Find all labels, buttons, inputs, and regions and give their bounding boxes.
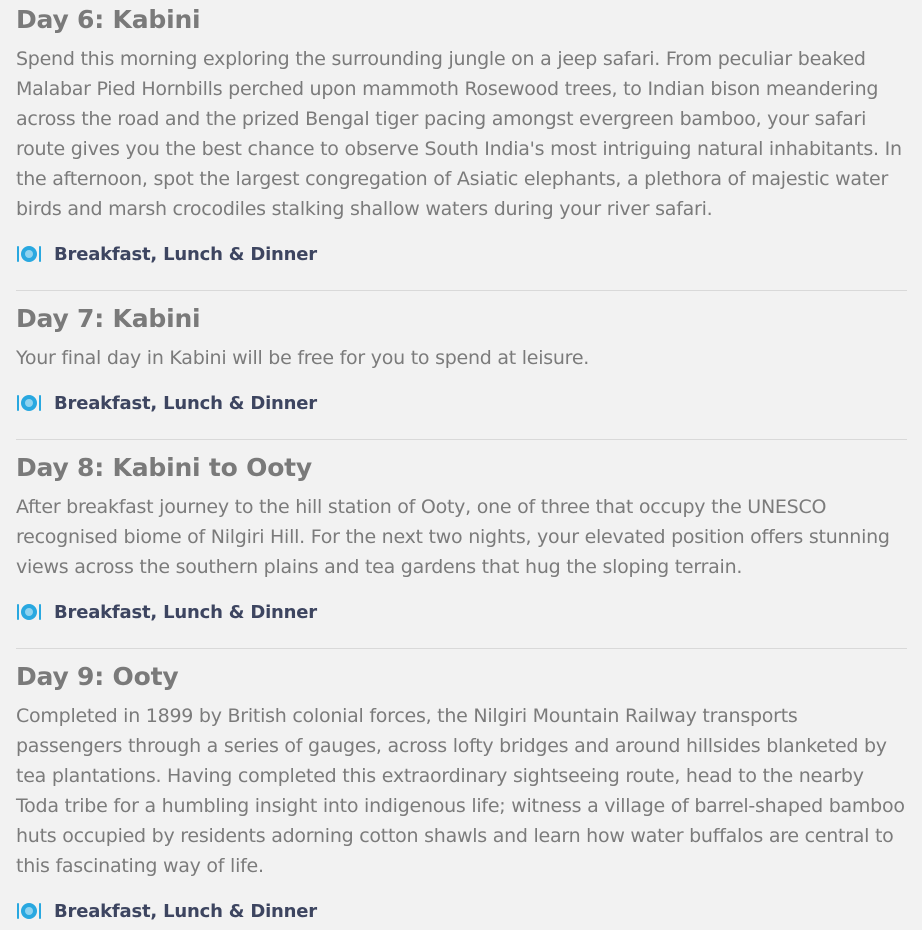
meals-row	[16, 897, 907, 925]
day-section	[16, 2, 907, 268]
meals-row	[16, 240, 907, 268]
day-title: Day 8: Kabini to Ooty	[16, 453, 313, 482]
plate-cutlery-icon	[16, 901, 42, 921]
day-title: Day 9: Ooty	[16, 662, 179, 691]
day-description: Completed in 1899 by British colonial forces, the Nilgiri Mountain Railway transports passengers through a series of gauges, across lofty bridges and around hillsides blanketed by tea plantations. Having completed this extraordinary sightseeing route, head to the nearby Toda tribe for a humbling insight into indigenous life; witness a village of barrel-shaped bamboo huts occupied by residents adorning cotton shawls and learn how water buffalos are central to this fascinating way of life.	[16, 705, 905, 877]
meals-label: Breakfast, Lunch & Dinner	[54, 900, 317, 922]
day-section	[16, 301, 907, 417]
day-section	[16, 450, 907, 626]
day-title: Day 7: Kabini	[16, 304, 201, 333]
day-divider	[16, 439, 907, 440]
day-divider	[16, 648, 907, 649]
day-section	[16, 659, 907, 925]
meals-row	[16, 598, 907, 626]
meals-row	[16, 389, 907, 417]
day-title: Day 6: Kabini	[16, 5, 201, 34]
plate-cutlery-icon	[16, 393, 42, 413]
meals-label: Breakfast, Lunch & Dinner	[54, 392, 317, 414]
day-description: Spend this morning exploring the surrounding jungle on a jeep safari. From peculiar beaked Malabar Pied Hornbills perched upon mammoth Rosewood trees, to Indian bison meandering across the road and the prized Bengal tiger pacing amongst evergreen bamboo, your safari route gives you the best chance to observe South India's most intriguing natural inhabitants. In the afternoon, spot the largest congregation of Asiatic elephants, a plethora of majestic water birds and marsh crocodiles stalking shallow waters during your river safari.	[16, 48, 902, 220]
meals-label: Breakfast, Lunch & Dinner	[54, 243, 317, 265]
day-divider	[16, 290, 907, 291]
day-description: After breakfast journey to the hill station of Ooty, one of three that occupy the UNESCO recognised biome of Nilgiri Hill. For the next two nights, your elevated position offers stunning views across the southern plains and tea gardens that hug the sloping terrain.	[16, 496, 890, 578]
day-description: Your final day in Kabini will be free for you to spend at leisure.	[16, 347, 590, 369]
plate-cutlery-icon	[16, 602, 42, 622]
plate-cutlery-icon	[16, 244, 42, 264]
meals-label: Breakfast, Lunch & Dinner	[54, 601, 317, 623]
